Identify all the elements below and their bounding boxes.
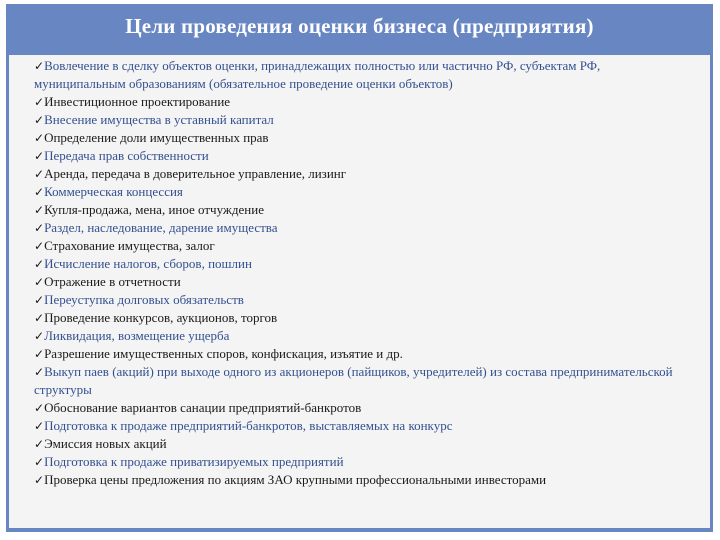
list-item [34,57,710,93]
list-item-text: Отражение в отчетности [44,274,181,289]
check-mark-icon: ✓ [34,275,45,289]
check-mark-icon: ✓ [34,149,45,163]
list-item [34,291,710,309]
list-item-text: Внесение имущества в уставный капитал [44,112,274,127]
list-item [34,255,710,273]
list-item [34,435,710,453]
list-item-text: Купля-продажа, мена, иное отчуждение [44,202,264,217]
check-mark-icon: ✓ [34,329,45,343]
list-item-text: Выкуп паев (акций) при выходе одного из акционеров (пайщиков, учредителей) из состава предпринимательской структуры [34,364,673,397]
list-item [34,417,710,435]
check-mark-icon: ✓ [34,167,45,181]
list-item-text: Вовлечение в сделку объектов оценки, принадлежащих полностью или частично РФ, субъектам РФ, муниципальным образованиям (обязательное проведение оценки объектов) [34,58,601,91]
check-mark-icon: ✓ [34,59,45,73]
list-item [34,399,710,417]
list-item [34,111,710,129]
list-item-text: Инвестиционное проектирование [44,94,231,109]
list-item [34,273,710,291]
list-item-text: Подготовка к продаже приватизируемых предприятий [44,454,344,469]
slide [6,4,713,532]
check-mark-icon: ✓ [34,239,45,253]
check-mark-icon: ✓ [34,113,45,127]
page-title: Цели проведения оценки бизнеса (предприятия) [125,14,594,38]
list-item-text: Эмиссия новых акций [44,436,167,451]
list-item [34,129,710,147]
list-item-text: Исчисление налогов, сборов, пошлин [44,256,252,271]
check-mark-icon: ✓ [34,95,45,109]
list-item-text: Проверка цены предложения по акциям ЗАО крупными профессиональными инвесторами [44,472,547,487]
list-item [34,345,710,363]
list-item [34,471,710,489]
check-mark-icon: ✓ [34,185,45,199]
list-item-text: Страхование имущества, залог [44,238,215,253]
list-item [34,183,710,201]
list-item [34,93,710,111]
goals-list [34,57,710,489]
check-mark-icon: ✓ [34,311,45,325]
list-item-text: Аренда, передача в доверительное управление, лизинг [44,166,347,181]
list-item [34,237,710,255]
check-mark-icon: ✓ [34,131,45,145]
list-item-text: Обоснование вариантов санации предприятий-банкротов [44,400,362,415]
list-item [34,309,710,327]
list-item [34,165,710,183]
list-item [34,219,710,237]
check-mark-icon: ✓ [34,203,45,217]
list-item-text: Передача прав собственности [44,148,209,163]
check-mark-icon: ✓ [34,365,45,379]
list-item [34,453,710,471]
list-item [34,363,710,399]
list-item-text: Коммерческая концессия [44,184,183,199]
content-panel [9,55,710,528]
check-mark-icon: ✓ [34,401,45,415]
list-item-text: Ликвидация, возмещение ущерба [44,328,230,343]
check-mark-icon: ✓ [34,347,45,361]
check-mark-icon: ✓ [34,473,45,487]
list-item [34,201,710,219]
list-item [34,147,710,165]
check-mark-icon: ✓ [34,221,45,235]
check-mark-icon: ✓ [34,455,45,469]
check-mark-icon: ✓ [34,257,45,271]
list-item-text: Определение доли имущественных прав [44,130,269,145]
list-item-text: Подготовка к продаже предприятий-банкротов, выставляемых на конкурс [44,418,453,433]
check-mark-icon: ✓ [34,293,45,307]
check-mark-icon: ✓ [34,419,45,433]
list-item-text: Разрешение имущественных споров, конфискация, изъятие и др. [44,346,403,361]
list-item-text: Переуступка долговых обязательств [44,292,244,307]
list-item-text: Проведение конкурсов, аукционов, торгов [44,310,278,325]
list-item-text: Раздел, наследование, дарение имущества [44,220,278,235]
list-item [34,327,710,345]
check-mark-icon: ✓ [34,437,45,451]
